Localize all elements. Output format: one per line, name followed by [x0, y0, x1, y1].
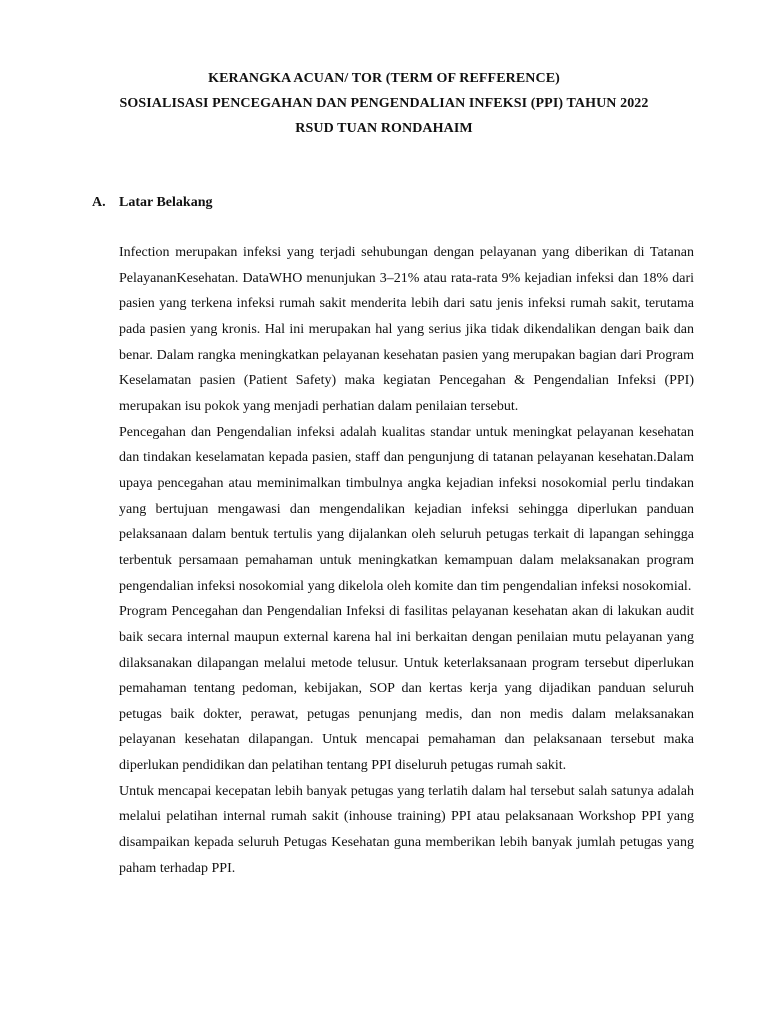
paragraph-2: Pencegahan dan Pengendalian infeksi adalah kualitas standar untuk meningkat pelayanan kesehatan dan tindakan keselamatan kepada pasien, staff dan pengunjung di tatanan pelayanan kesehatan.Dalam upaya pencegahan atau meminimalkan timbulnya angka kejadian infeksi nosokomial perlu tindakan yang bertujuan mengawasi dan mengendalikan kejadian infeksi sehingga diperlukan panduan pelaksanaan dalam bentuk tertulis yang dijalankan oleh seluruh petugas terkait di lapangan sehingga terbentuk persamaan pemahaman untuk meningkatkan kemampuan dalam melaksanakan program pengendalian infeksi nosokomial yang dikelola oleh komite dan tim pengendalian infeksi nosokomial.: [119, 424, 694, 594]
paragraph-3: Program Pencegahan dan Pengendalian Infeksi di fasilitas pelayanan kesehatan akan di lakukan audit baik secara internal maupun external karena hal ini berkaitan dengan penilaian mutu pelayanan yang dilaksanakan dilapangan melalui metode telusur. Untuk keterlaksanaan program tersebut diperlukan pemahaman tentang pedoman, kebijakan, SOP dan kertas kerja yang dijadikan panduan seluruh petugas baik dokter, perawat, petugas penunjang medis, dan non medis dalam melaksanakan pelayanan kesehatan dilapangan. Untuk mencapai pemahaman dan pelaksanaan tersebut maka diperlukan pendidikan dan pelatihan tentang PPI diseluruh petugas rumah sakit.: [119, 604, 694, 774]
section-letter: A.: [92, 195, 106, 210]
title-line-3: RSUD TUAN RONDAHAIM: [295, 121, 473, 136]
paragraph-4: Untuk mencapai kecepatan lebih banyak petugas yang terlatih dalam hal tersebut salah satunya adalah melalui pelatihan internal rumah sakit (inhouse training) PPI atau pelaksanaan Workshop PPI yang disampaikan kepada seluruh Petugas Kesehatan guna memberikan lebih banyak jumlah petugas yang paham terhadap PPI.: [119, 783, 694, 876]
body-text: [119, 240, 694, 881]
title-line-1: KERANGKA ACUAN/ TOR (TERM OF REFFERENCE): [208, 71, 560, 86]
paragraph-1: Infection merupakan infeksi yang terjadi sehubungan dengan pelayanan yang diberikan di Tatanan PelayananKesehatan. DataWHO menunjukan 3‒21% atau rata-rata 9% kejadian infeksi dan 18% dari pasien yang terkena infeksi rumah sakit menderita lebih dari satu jenis infeksi rumah sakit, terutama pada pasien yang kronis. Hal ini merupakan hal yang serius jika tidak dikendalikan dengan baik dan benar. Dalam rangka meningkatkan pelayanan kesehatan pasien yang merupakan bagian dari Program Keselamatan pasien (Patient Safety) maka kegiatan Pencegahan & Pengendalian Infeksi (PPI) merupakan isu pokok yang menjadi perhatian dalam penilaian tersebut.: [119, 245, 694, 414]
document-title: [0, 66, 768, 141]
section-title: Latar Belakang: [119, 195, 213, 210]
title-line-2: SOSIALISASI PENCEGAHAN DAN PENGENDALIAN INFEKSI (PPI) TAHUN 2022: [119, 96, 649, 111]
section-heading: [92, 193, 212, 213]
